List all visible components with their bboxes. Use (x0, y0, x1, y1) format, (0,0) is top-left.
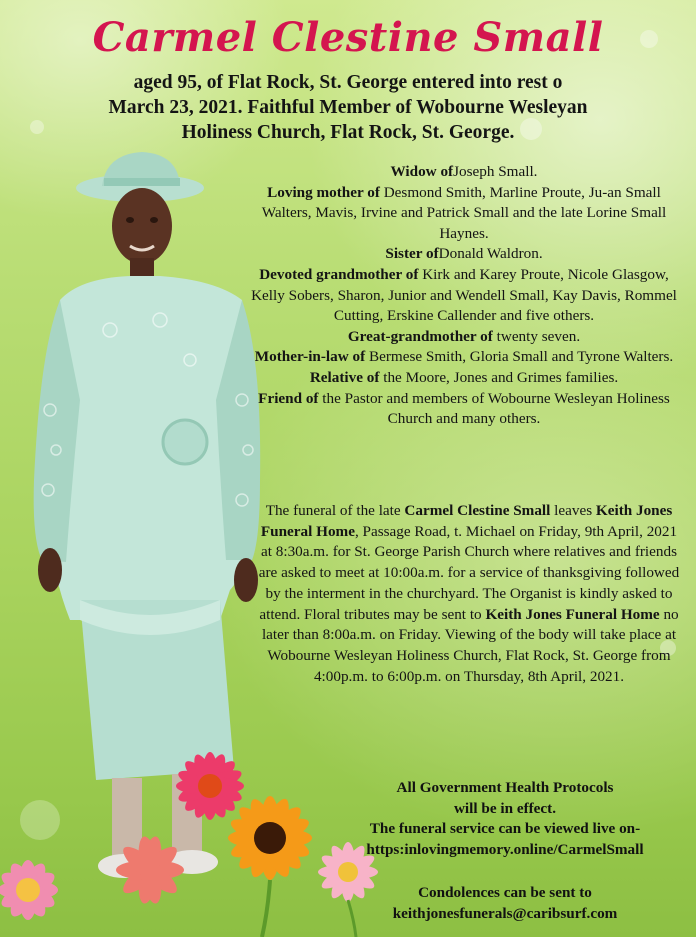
relation-label: Devoted grandmother of (259, 265, 419, 283)
relation-relative (248, 368, 680, 389)
protocol-line: All Government Health Protocols (396, 779, 614, 796)
relation-text: twenty seven. (492, 327, 581, 345)
protocol-line: will be in effect. (453, 799, 557, 817)
condolences-line: Condolences can be sent to (418, 884, 592, 901)
funeral-text: , Passage Road, t. Michael on Friday, 9th April, 2021 at 8:30a.m. for St. George Parish Church where relatives and friends are asked to meet at 10:00a.m. for a service of thanksgiving followed by the interment in the churchyard. The Organist is kindly asked to attend. Floral tributes may be sent to (258, 522, 680, 623)
funeral-details (254, 501, 684, 687)
relation-grandmother (248, 265, 680, 327)
relation-label: Sister of (385, 245, 439, 263)
obituary-summary (60, 70, 636, 145)
relation-label: Mother-in-law of (254, 348, 366, 366)
deceased-name: Carmel Clestine Small (404, 502, 551, 519)
livestream-link: https:inlovingmemory.online/CarmelSmall (366, 841, 644, 859)
funeral-text: no later than 8:00a.m. on Friday. Viewing of the body will take place at Wobourne Wesleyan Holiness Church, Flat Rock, St. George from 4:00p.m. to 6:00p.m. on Thursday, 8th April, 2021. (261, 605, 679, 685)
relation-mother (248, 183, 680, 245)
relation-text: the Pastor and members of Wobourne Wesleyan Holiness Church and many others. (318, 389, 670, 428)
relation-text: Desmond Smith, Marline Proute, Ju-an Small Walters, Mavis, Irvine and Patrick Small and the late Lorine Small Haynes. (261, 183, 667, 242)
relation-mother-in-law (248, 347, 680, 368)
summary-line: aged 95, of Flat Rock, St. George entered into rest o (133, 72, 563, 93)
relation-label: Widow of (390, 163, 454, 180)
relation-sister (248, 244, 680, 265)
condolences-email: keithjonesfunerals@caribsurf.com (392, 905, 618, 922)
relation-text: Bermese Smith, Gloria Small and Tyrone Walters. (365, 348, 674, 366)
health-protocols-notice (330, 778, 680, 861)
relation-text: Joseph Small. (453, 163, 538, 180)
funeral-home-name: Keith Jones Funeral Home (485, 605, 660, 623)
relation-label: Relative of (309, 368, 380, 386)
condolences-notice (330, 882, 680, 924)
bokeh-dot (30, 120, 44, 134)
relations-list (248, 162, 680, 430)
relation-text: Donald Waldron. (438, 245, 543, 263)
summary-line: Holiness Church, Flat Rock, St. George. (181, 122, 515, 143)
relation-widow (248, 162, 680, 183)
relation-label: Loving mother of (267, 183, 380, 201)
relation-friend (248, 389, 680, 430)
funeral-text: leaves (550, 502, 596, 519)
funeral-home-name: Keith Jones Funeral Home (260, 502, 673, 540)
relation-label: Great-grandmother of (347, 327, 493, 345)
funeral-text: The funeral of the late (265, 502, 405, 519)
obituary-title: Carmel Clestine Small (92, 14, 604, 61)
relation-great-grandmother (248, 327, 680, 348)
pink-daisy-left (0, 859, 59, 921)
relation-text: Kirk and Karey Proute, Nicole Glasgow, Kelly Sobers, Sharon, Junior and Wendell Small, Kay Davis, Rommel Cutting, Erskine Callender and five others. (251, 265, 677, 325)
relation-text: the Moore, Jones and Grimes families. (379, 368, 619, 386)
protocol-line: The funeral service can be viewed live on- (369, 820, 641, 838)
summary-line: March 23, 2021. Faithful Member of Wobourne Wesleyan (108, 97, 588, 118)
relation-label: Friend of (258, 389, 319, 407)
